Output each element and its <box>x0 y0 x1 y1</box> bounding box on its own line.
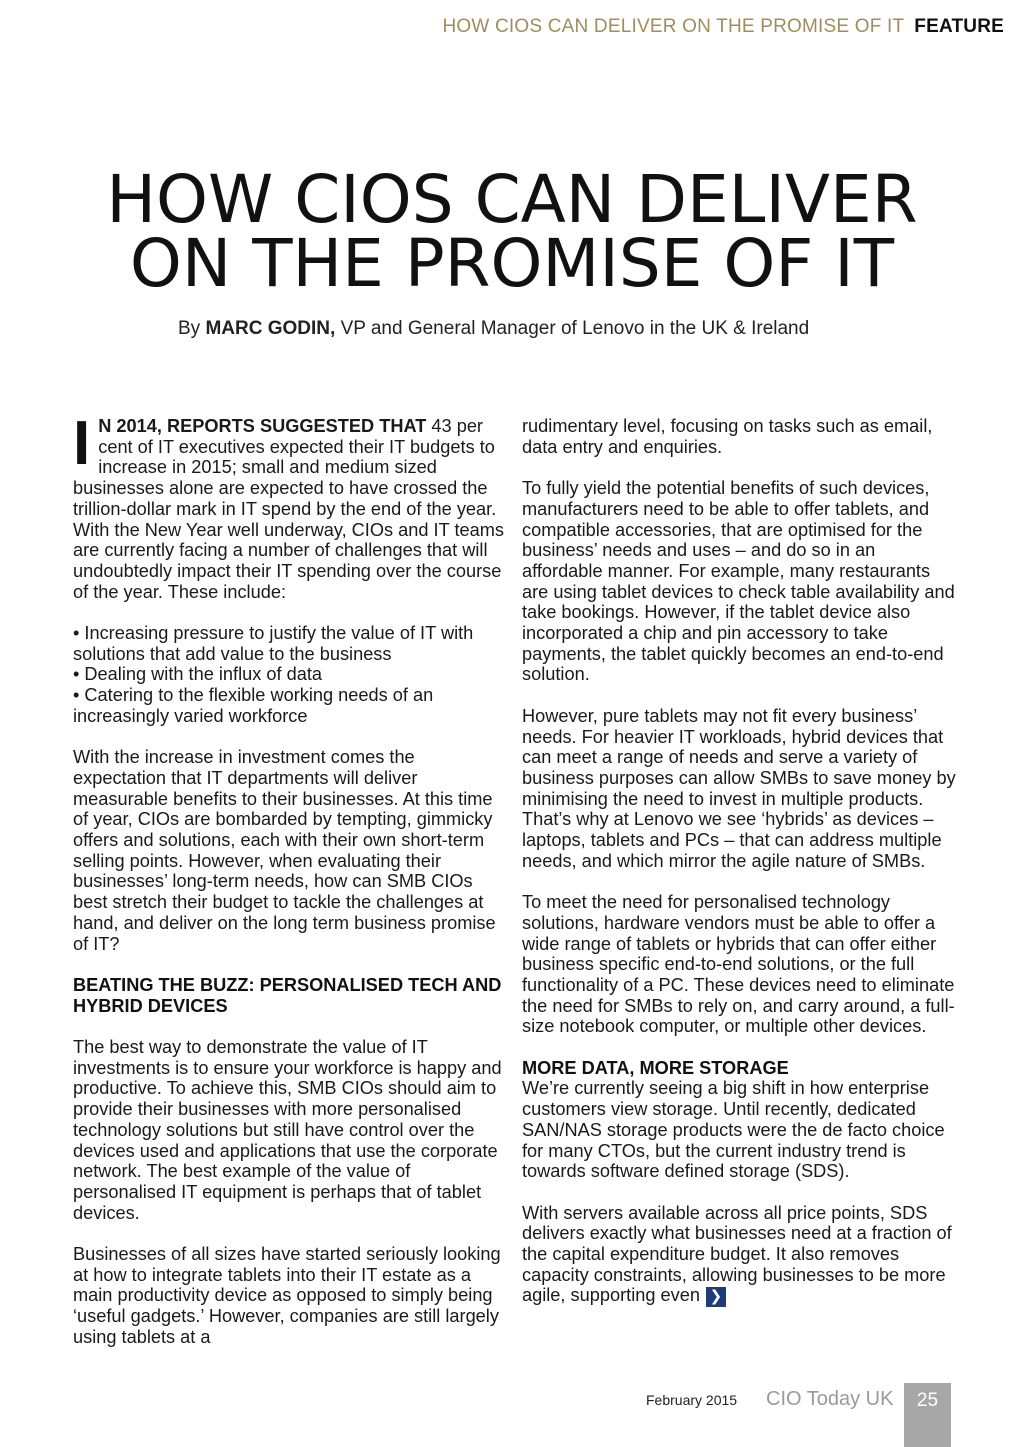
subheading-more-data: MORE DATA, MORE STORAGE <box>522 1057 789 1078</box>
list-item: • Increasing pressure to justify the value of IT with solutions that add value to the business <box>73 623 474 664</box>
drop-cap: I <box>73 409 91 478</box>
byline-author: MARC GODIN, <box>205 318 336 339</box>
chevron-right-icon[interactable]: ❯ <box>706 1287 726 1307</box>
footer-date: February 2015 <box>646 1392 738 1408</box>
lead-in: N 2014, REPORTS SUGGESTED THAT <box>98 416 427 436</box>
paragraph-best-way: The best way to demonstrate the value of IT investments is to ensure your workforce is happy and productive. To achieve this, SMB CIOs should aim to provide their businesses with more personalised technology solutions but still have control over the devices used and applications that use the corporate network. The best example of the value of personalised IT equipment is perhaps that of tablet devices. <box>73 1037 502 1223</box>
byline-prefix: By <box>178 318 201 339</box>
running-head <box>442 16 1004 38</box>
headline-line-2: ON THE PROMISE OF IT <box>129 225 895 302</box>
paragraph-storage: We’re currently seeing a big shift in how enterprise customers view storage. Until recently, dedicated SAN/NAS storage products were the de facto choice for many CTOs, but the current industry trend is towards software defined storage (SDS). <box>522 1078 945 1182</box>
paragraph-investment: With the increase in investment comes the expectation that IT departments will deliver measurable benefits to their businesses. At this time of year, CIOs are bombarded by tempting, gimmicky offers and solutions, each with their own short-term selling points. However, when evaluating their businesses’ long-term needs, how can SMB CIOs best stretch their budget to tackle the challenges at hand, and deliver on the long term business promise of IT? <box>73 747 496 954</box>
byline <box>178 318 978 340</box>
article-column-left <box>73 409 511 1348</box>
paragraph-rudimentary: rudimentary level, focusing on tasks such as email, data entry and enquiries. <box>522 416 933 457</box>
list-item: • Dealing with the influx of data <box>73 664 323 685</box>
list-item: • Catering to the flexible working needs of an increasingly varied workforce <box>73 685 434 726</box>
paragraph-businesses-sizes: Businesses of all sizes have started seriously looking at how to integrate tablets into their IT estate as a main productivity device as opposed to simply being ‘useful gadgets.’ However, companies are still largely using tablets at a <box>73 1244 501 1347</box>
article-column-right <box>522 416 960 1307</box>
running-head-section: FEATURE <box>914 16 1004 37</box>
paragraph-pure-tablets: However, pure tablets may not fit every business’ needs. For heavier IT workloads, hybrid devices that can meet a range of needs and serve a variety of business purposes can allow SMBs to save money by minimising the need to invest in multiple products. That’s why at Lenovo we see ‘hybrids’ as devices – laptops, tablets and PCs – that can address multiple needs, and which mirror the agile nature of SMBs. <box>522 705 956 871</box>
challenge-list <box>73 623 511 727</box>
byline-role: VP and General Manager of Lenovo in the UK & Ireland <box>340 318 810 339</box>
paragraph-servers-text: With servers available across all price points, SDS delivers exactly what businesses need at a fraction of the capital expenditure budget. It also removes capacity constraints, allowing businesses to be more agile, supporting even <box>522 1202 952 1306</box>
paragraph-servers <box>522 1203 960 1307</box>
page-number: 25 <box>916 1390 939 1411</box>
running-head-title: HOW CIOS CAN DELIVER ON THE PROMISE OF IT <box>442 16 905 37</box>
headline-line-1: HOW CIOS CAN DELIVER <box>106 161 918 238</box>
intro-paragraph <box>73 409 511 602</box>
subheading-beating-the-buzz: BEATING THE BUZZ: PERSONALISED TECH AND HYBRID DEVICES <box>73 974 502 1016</box>
intro-text: 43 per cent of IT executives expected their IT budgets to increase in 2015; small and medium sized businesses alone are expected to have crossed the trillion-dollar mark in IT spend by the end of the year. With the New Year well underway, CIOs and IT teams are currently facing a number of challenges that will undoubtedly impact their IT spending over the course of the year. These include: <box>73 416 504 602</box>
footer-magazine-name: CIO Today UK <box>766 1388 894 1410</box>
paragraph-meet-need: To meet the need for personalised technology solutions, hardware vendors must be able to offer a wide range of tablets or hybrids that can offer either business specific end-to-end solutions, or the full functionality of a PC. These devices need to eliminate the need for SMBs to rely on, and carry around, a full-size notebook computer, or multiple other devices. <box>522 892 955 1037</box>
paragraph-fully-yield: To fully yield the potential benefits of such devices, manufacturers need to be able to offer tablets, and compatible accessories, that are optimised for the business’ needs and uses – and do so in an affordable manner. For example, many restaurants are using tablet devices to check table availability and take bookings. However, if the tablet device also incorporated a chip and pin accessory to take payments, the tablet quickly becomes an end-to-end solution. <box>522 478 955 685</box>
article-headline <box>0 161 1024 302</box>
page-number-tab <box>904 1383 951 1447</box>
